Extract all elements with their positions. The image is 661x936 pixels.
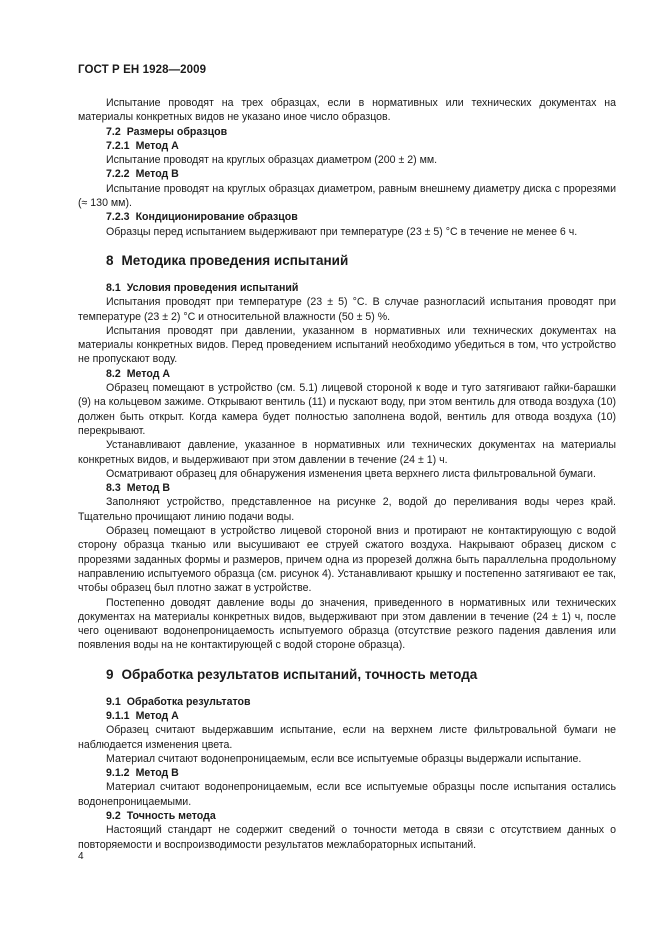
subsection-number: 7.2.2 bbox=[106, 168, 130, 181]
subsection-number: 8.2 bbox=[106, 367, 121, 380]
subsection-heading-8-1 bbox=[78, 281, 616, 295]
subsection-title: Метод В bbox=[135, 767, 179, 780]
paragraph: Осматривают образец для обнаружения изменения цвета верхнего листа фильтровальной бумаги. bbox=[106, 467, 596, 480]
subsection-heading-9-1-2 bbox=[78, 766, 616, 780]
subsection-heading-9-1-1 bbox=[78, 709, 616, 723]
paragraph: Заполняют устройство, представленное на рисунке 2, водой до переливания воды через край. Тщательно прочищают линию подачи воды. bbox=[78, 496, 616, 523]
paragraph: Испытание проводят на трех образцах, если в нормативных или технических документах на материалы конкретных видов не указано иное число образцов. bbox=[78, 97, 616, 124]
subsection-number: 7.2 bbox=[106, 125, 121, 138]
section-number: 9 bbox=[106, 666, 114, 682]
document-body bbox=[78, 96, 616, 852]
subsection-heading-8-2 bbox=[78, 367, 616, 381]
subsection-heading-7-2-1 bbox=[78, 139, 616, 153]
subsection-title: Метод В bbox=[126, 482, 171, 495]
subsection-number: 9.2 bbox=[106, 810, 121, 823]
subsection-title: Точность метода bbox=[126, 810, 216, 823]
subsection-heading-9-1 bbox=[78, 695, 616, 709]
section-heading-8 bbox=[78, 253, 616, 269]
section-title: Обработка результатов испытаний, точность метода bbox=[121, 666, 478, 682]
subsection-heading-7-2-2 bbox=[78, 167, 616, 181]
paragraph: Настоящий стандарт не содержит сведений о точности метода в связи с отсутствием данных о повторяемости и воспроизводимости результатов межлабораторных испытаний. bbox=[78, 824, 616, 851]
subsection-title: Обработка результатов bbox=[126, 695, 251, 708]
paragraph: Постепенно доводят давление воды до значения, приведенного в нормативных или технических документах на материалы конкретных видов, выдерживают при этом давлении в течение (24 ± 1) ч, после чего оценивают водонепроницаемость испытуемого образца (отсутствие резкого падения давления или появления воды на не контактирующей с водой стороне образца). bbox=[78, 596, 616, 652]
subsection-number: 8.3 bbox=[106, 482, 121, 495]
subsection-heading-8-3 bbox=[78, 481, 616, 495]
subsection-title: Метод В bbox=[135, 168, 179, 181]
subsection-number: 8.1 bbox=[106, 281, 121, 294]
subsection-number: 9.1.1 bbox=[106, 709, 130, 722]
document-header: ГОСТ Р ЕН 1928—2009 bbox=[78, 64, 207, 76]
subsection-number: 9.1.2 bbox=[106, 767, 130, 780]
paragraph: Материал считают водонепроницаемым, если все испытуемые образцы выдержали испытание. bbox=[106, 752, 582, 765]
section-heading-9 bbox=[78, 667, 616, 683]
subsection-title: Метод А bbox=[135, 139, 179, 152]
paragraph: Материал считают водонепроницаемым, если все испытуемые образцы после испытания остались водонепроницаемыми. bbox=[78, 781, 616, 808]
page-number: 4 bbox=[78, 851, 84, 862]
section-number: 8 bbox=[106, 252, 114, 268]
paragraph: Испытание проводят на круглых образцах диаметром (200 ± 2) мм. bbox=[106, 154, 438, 167]
paragraph: Образец помещают в устройство лицевой стороной вниз и протирают не контактирующую с водой сторону образца тканью или высушивают ее струей сжатого воздуха. Накрывают образец диском с прорезями заданных формы и размеров, причем одна из прорезей должна быть параллельна продольному направлению испытуемого образца (см. рисунок 4). Устанавливают крышку и постепенно затягивают ее так, чтобы образец был плотно зажат в устройстве. bbox=[78, 525, 616, 595]
paragraph: Испытания проводят при давлении, указанном в нормативных или технических документах на материалы конкретных видов. Перед проведением испытаний необходимо убедиться в том, что устройство не пропускают воду. bbox=[78, 324, 616, 366]
subsection-title: Метод А bbox=[126, 367, 171, 380]
subsection-title: Метод А bbox=[135, 709, 179, 722]
paragraph: Устанавливают давление, указанное в нормативных или технических документах на материалы конкретных видов, и выдерживают при этом давлении в течение (24 ± 1) ч. bbox=[78, 439, 616, 466]
paragraph: Испытания проводят при температуре (23 ± 5) °С. В случае разногласий испытания проводят при температуре (23 ± 2) °С и относительной влажности (50 ± 5) %. bbox=[78, 296, 616, 323]
subsection-title: Кондиционирование образцов bbox=[135, 211, 298, 224]
subsection-number: 7.2.3 bbox=[106, 211, 130, 224]
paragraph: Испытание проводят на круглых образцах диаметром, равным внешнему диаметру диска с прорезями (≈ 130 мм). bbox=[78, 182, 616, 210]
subsection-title: Размеры образцов bbox=[126, 125, 228, 138]
paragraph: Образец считают выдержавшим испытание, если на верхнем листе фильтровальной бумаги не наблюдается изменения цвета. bbox=[78, 724, 616, 751]
subsection-heading-7-2 bbox=[78, 125, 616, 139]
subsection-number: 9.1 bbox=[106, 695, 121, 708]
section-title: Методика проведения испытаний bbox=[121, 252, 349, 268]
subsection-title: Условия проведения испытаний bbox=[126, 281, 299, 294]
subsection-heading-9-2 bbox=[78, 809, 616, 823]
paragraph: Образцы перед испытанием выдерживают при температуре (23 ± 5) °С в течение не менее 6 ч. bbox=[106, 225, 578, 238]
subsection-heading-7-2-3 bbox=[78, 210, 616, 224]
subsection-number: 7.2.1 bbox=[106, 139, 130, 152]
paragraph: Образец помещают в устройство (см. 5.1) лицевой стороной к воде и туго затягивают гайки-барашки (9) на кольцевом зажиме. Открывают вентиль (11) и пускают воду, при этом вентиль для отвода воздуха (10) должен быть открыт. Когда камера будет полностью заполнена водой, вентиль для отвода воздуха (10) перекрывают. bbox=[78, 382, 616, 437]
